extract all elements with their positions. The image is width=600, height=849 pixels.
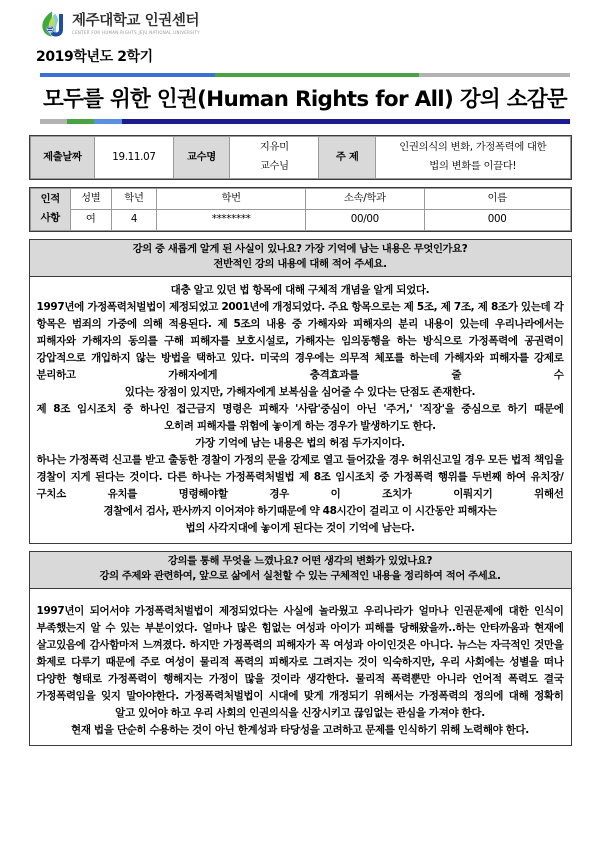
subject-value-line1: 인권의식의 변화, 가정폭력에 대한 (376, 137, 570, 158)
section-one (29, 239, 572, 544)
rule-segment-light-blue (94, 119, 122, 124)
section-one-question-line1: 강의 중 새롭게 알게 된 사실이 있나요? 가장 기억에 남는 내용은 무엇인가요? (132, 243, 468, 255)
title-bottom-rule (40, 119, 570, 124)
title-top-rule (40, 73, 570, 77)
page-title: 모두를 위한 인권(Human Rights for All) 강의 소감문 (43, 87, 567, 112)
professor-value-line1: 지유미 (230, 137, 319, 158)
rule-segment-navy (122, 119, 570, 124)
value-gender: 여 (71, 210, 112, 231)
submit-date-label: 제출날짜 (30, 137, 95, 179)
semester-label: 2019학년도 2학기 (36, 49, 153, 65)
title-block (40, 73, 570, 124)
answer-paragraph: 하나는 가정폭력 신고를 받고 출동한 경찰이 가정의 문을 강제로 열고 들어갔을 경우 허위신고일 경우 모든 법적 책임을 경찰이 지게 된다는 것이다. 다른 하나는 가정폭력처벌법 제 8조 임시조치 중 가정폭력 행위를 두번째 하여 유치장/ 구치소 유치를 명령해야할 경우 이 조치가 이뤄지기 위해선 (36, 453, 564, 500)
value-student-id: ******** (157, 210, 306, 231)
organization-name-block (72, 14, 200, 35)
personal-info-table (29, 187, 572, 232)
column-header-name: 이름 (424, 189, 570, 210)
subject-value-line2: 법의 변화를 이끌다! (376, 158, 570, 179)
rule-segment-gray (419, 73, 570, 77)
rule-segment-green (67, 119, 95, 124)
answer-paragraph: 제 8조 임시조치 중 하나인 접근금지 명령은 피해자 '사람'중심이 아닌 '주거,' '직장'을 중심으로 하기 때문에 (36, 402, 564, 415)
section-one-question (30, 240, 571, 277)
answer-paragraph: 경찰에서 검사, 판사까지 이어져야 하기때문에 약 48시간이 걸리고 이 시간동안 피해자는 (103, 504, 497, 517)
submission-meta-table (29, 135, 572, 180)
column-header-student-id: 학번 (157, 189, 306, 210)
section-two-answer[interactable] (30, 589, 571, 745)
organization-name-ko: 제주대학교 인권센터 (72, 12, 200, 29)
answer-paragraph: 가장 기억에 남는 내용은 법의 허점 두가지이다. (195, 436, 405, 449)
section-two (29, 551, 572, 746)
table-row (30, 210, 570, 231)
value-department: 00/00 (305, 210, 424, 231)
answer-paragraph: 1997년에 가정폭력처벌법이 제정되었고 2001년에 개정되었다. 주요 항목으로는 제 5조, 제 7조, 제 8조가 있는데 각 항목은 범죄의 가중에 의해 적용된다. 제 5조의 내용 중 가해자와 피해자의 분리 내용이 있는데 우리나라에서는 피해자와 가해자의 동의를 구해 피해자를 보호시설로, 가해자는 임의동행을 하는 방식으로 가정폭력에 공권력이 강압적으로 개입하지 않는 방법을 택하고 있다. 미국의 경우에는 의무적 체포를 하는데 가해자와 피해자를 강제로 분리하고 가해자에게 충격효과를 줄 수 (36, 300, 564, 381)
rule-segment-gray (40, 119, 67, 124)
section-one-answer[interactable] (30, 277, 571, 543)
submit-date-value: 19.11.07 (95, 137, 173, 179)
section-one-question-line2: 전반적인 강의 내용에 대해 적어 주세요. (213, 258, 387, 271)
column-header-gender: 성별 (71, 189, 112, 210)
section-two-question-line2: 강의 주제와 관련하여, 앞으로 삶에서 실천할 수 있는 구체적인 내용을 정리하여 적어 주세요. (99, 570, 501, 583)
organization-name-en: CENTER FOR HUMAN RIGHTS JEJU NATIONAL UNIVERSITY (72, 29, 200, 35)
answer-paragraph: 대충 알고 있던 법 항목에 대해 구체적 개념을 알게 되었다. (170, 283, 430, 296)
personal-section-label-line2: 사항 (30, 210, 71, 231)
rule-segment-green (215, 73, 419, 77)
table-row (30, 189, 570, 210)
personal-section-label-line1: 인적 (30, 189, 71, 210)
answer-paragraph: 있다는 장점이 있지만, 가해자에게 보복심을 심어줄 수 있다는 단점도 존재한다. (124, 385, 476, 398)
column-header-grade: 학년 (111, 189, 157, 210)
professor-value-line2: 교수님 (230, 158, 319, 179)
answer-paragraph: 현재 법을 단순히 수용하는 것이 아닌 한계성과 타당성을 고려하고 문제를 인식하기 위해 노력해야 한다. (71, 723, 529, 736)
table-row (30, 137, 570, 158)
answer-paragraph: 법의 사각지대에 놓이게 된다는 것이 기억에 남는다. (185, 521, 415, 534)
section-two-question-line1: 강의를 통해 무엇을 느꼈나요? 어떤 생각의 변화가 있었나요? (167, 554, 433, 567)
subject-label: 주 제 (319, 137, 376, 179)
answer-paragraph: 알고 있어야 하고 우리 사회의 인권의식을 신장시키고 끊임없는 관심을 가져야 한다. (115, 706, 485, 719)
professor-label: 교수명 (173, 137, 230, 179)
organization-header (0, 0, 600, 37)
jeju-university-flame-logo-icon (37, 9, 67, 39)
column-header-department: 소속/학과 (305, 189, 424, 210)
value-name: 000 (424, 210, 570, 231)
value-grade: 4 (111, 210, 157, 231)
answer-paragraph: 오히려 피해자를 위험에 놓이게 하는 경우가 발생하기도 한다. (164, 419, 436, 432)
rule-segment-blue (40, 73, 215, 77)
answer-paragraph: 1997년이 되어서야 가정폭력처벌법이 제정되었다는 사실에 놀라웠고 우리나라가 얼마나 인권문제에 대한 인식이 부족했는지 알 수 있는 부분이었다. 얼마나 많은 힘없는 여성과 아이가 피해를 당해왔을까..하는 안타까움과 현재에 살고있음에 감사함마저 느껴졌다. 하지만 가정폭력의 피해자가 꼭 여성과 아이인것은 아니다. 뉴스는 자극적인 것만을 화제로 다루기 때문에 주로 여성이 물리적 폭력의 피해자로 그려지는 것이 익숙하지만, 우리 사회에는 성별을 떠나 다양한 형태로 가정폭력이 행해지는 가정이 많을 것이라 생각한다. 물리적 폭력뿐만 아니라 언어적 폭력도 결국 가정폭력임을 잊지 말아야한다. 가정폭력처벌법이 시대에 맞게 개정되기 위해서는 가정폭력의 정의에 대해 정확히 (36, 604, 564, 702)
section-two-question (30, 552, 571, 589)
